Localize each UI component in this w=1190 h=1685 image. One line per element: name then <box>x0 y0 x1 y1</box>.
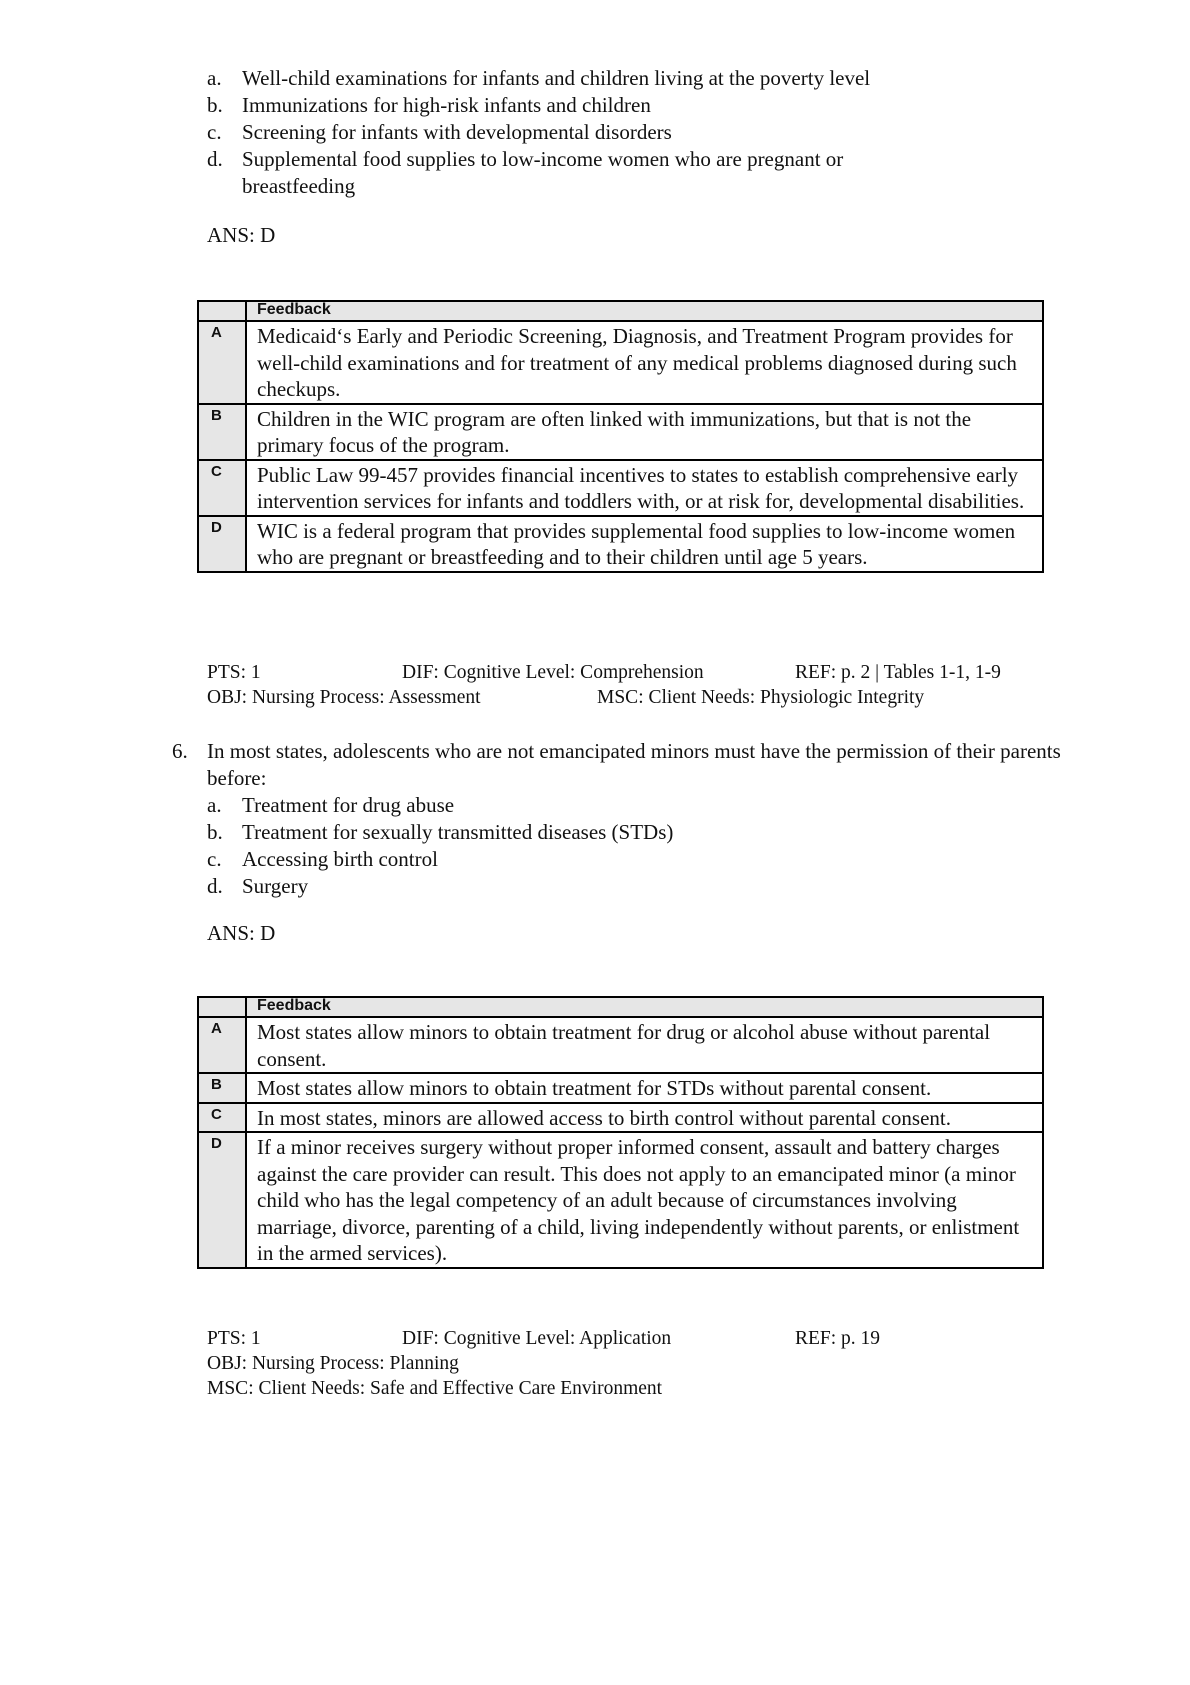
feedback-row <box>198 1073 1043 1103</box>
q6-feedback-table <box>197 996 1044 1269</box>
feedback-letter: C <box>198 1103 246 1133</box>
feedback-row <box>198 404 1043 460</box>
q6-dif: DIF: Cognitive Level: Application <box>402 1328 672 1349</box>
q5-obj: OBJ: Nursing Process: Assessment <box>207 687 481 708</box>
feedback-text: If a minor receives surgery without proper informed consent, assault and battery charges against the care provider can result. This does not apply to an emancipated minor (a minor child who has the legal competency of an adult because of circumstances involving marriage, divorce, parenting of a child, living independently without parents, or enlistment in the armed services). <box>246 1132 1043 1268</box>
feedback-text: In most states, minors are allowed access to birth control without parental consent. <box>246 1103 1043 1133</box>
feedback-letter: B <box>198 404 246 460</box>
feedback-header-row <box>198 997 1043 1017</box>
feedback-letter: A <box>198 1017 246 1073</box>
feedback-text: Public Law 99-457 provides financial incentives to states to establish comprehensive early intervention services for infants and toddlers with, or at risk for, developmental disabilities. <box>246 460 1043 516</box>
feedback-text: Most states allow minors to obtain treatment for drug or alcohol abuse without parental consent. <box>246 1017 1043 1073</box>
q5-msc: MSC: Client Needs: Physiologic Integrity <box>597 687 925 708</box>
feedback-letter: C <box>198 460 246 516</box>
q6-option-a: a. Treatment for drug abuse <box>207 793 455 817</box>
q5-option-a: a. Well-child examinations for infants and children living at the poverty level <box>207 66 871 90</box>
q5-option-b: b. Immunizations for high-risk infants and children <box>207 93 651 117</box>
feedback-row <box>198 1103 1043 1133</box>
q5-options <box>207 65 1087 200</box>
feedback-text: Medicaid‘s Early and Periodic Screening, Diagnosis, and Treatment Program provides for well-child examinations and for treatment of any medical problems diagnosed during such checkups. <box>246 321 1043 404</box>
q5-option-c: c. Screening for infants with developmental disorders <box>207 120 672 144</box>
q6-option-c: c. Accessing birth control <box>207 847 438 871</box>
q5-ref: REF: p. 2 | Tables 1-1, 1-9 <box>795 662 1001 683</box>
feedback-letter: D <box>198 1132 246 1268</box>
feedback-row <box>198 1132 1043 1268</box>
feedback-letter: B <box>198 1073 246 1103</box>
feedback-text: Most states allow minors to obtain treatment for STDs without parental consent. <box>246 1073 1043 1103</box>
feedback-header-cell: Feedback <box>246 997 1043 1017</box>
q5-answer: ANS: D <box>207 223 276 247</box>
feedback-letter: D <box>198 516 246 572</box>
feedback-row <box>198 460 1043 516</box>
q6-option-d: d. Surgery <box>207 874 309 898</box>
q5-option-d: d. Supplemental food supplies to low-income women who are pregnant or breastfeeding <box>207 147 844 198</box>
q6-stem-text: In most states, adolescents who are not emancipated minors must have the permission of their parents before: <box>207 739 1061 790</box>
q6-ref: REF: p. 19 <box>795 1328 881 1349</box>
q5-dif: DIF: Cognitive Level: Comprehension <box>402 662 704 683</box>
q6-answer: ANS: D <box>207 921 276 945</box>
feedback-text: WIC is a federal program that provides supplemental food supplies to low-income women who are pregnant or breastfeeding and to their children until age 5 years. <box>246 516 1043 572</box>
feedback-header-blank <box>198 301 246 321</box>
feedback-letter: A <box>198 321 246 404</box>
q6-obj: OBJ: Nursing Process: Planning <box>207 1353 459 1374</box>
feedback-row <box>198 516 1043 572</box>
q6-options <box>207 792 1087 900</box>
q5-feedback-table <box>197 300 1044 573</box>
q6-number: 6. <box>172 739 188 763</box>
q6-option-b: b. Treatment for sexually transmitted diseases (STDs) <box>207 820 674 844</box>
feedback-header-cell: Feedback <box>246 301 1043 321</box>
q6-msc: MSC: Client Needs: Safe and Effective Care Environment <box>207 1378 663 1399</box>
feedback-row <box>198 321 1043 404</box>
q5-pts: PTS: 1 <box>207 662 261 683</box>
q6-stem <box>172 738 1112 792</box>
feedback-header-row <box>198 301 1043 321</box>
feedback-header-blank <box>198 997 246 1017</box>
feedback-text: Children in the WIC program are often linked with immunizations, but that is not the primary focus of the program. <box>246 404 1043 460</box>
q6-pts: PTS: 1 <box>207 1328 261 1349</box>
feedback-row <box>198 1017 1043 1073</box>
